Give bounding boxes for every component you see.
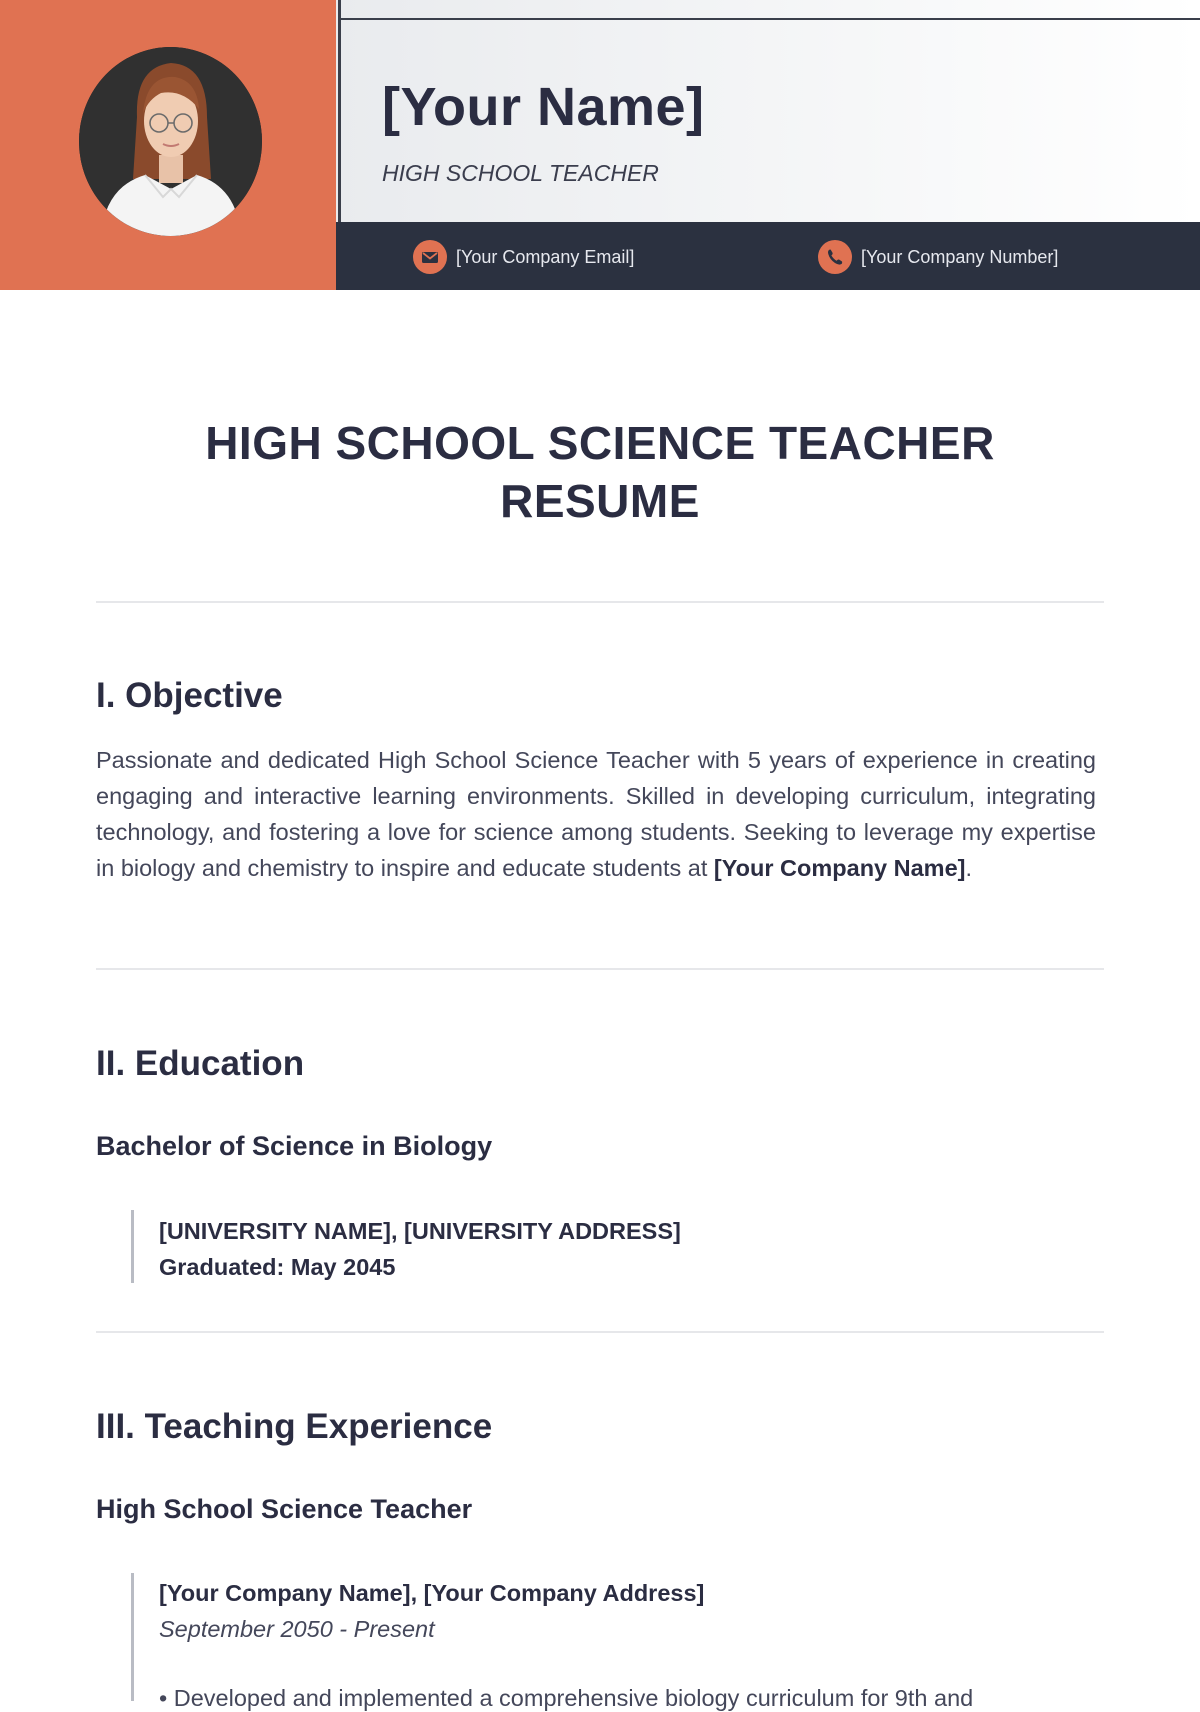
contact-phone	[818, 240, 1058, 274]
document-title-line-2: RESUME	[500, 475, 700, 527]
envelope-icon	[413, 240, 447, 274]
education-quote-bar	[131, 1210, 134, 1283]
role-heading: High School Science Teacher	[96, 1494, 473, 1524]
candidate-job-title: HIGH SCHOOL TEACHER	[382, 160, 659, 186]
header-rule	[340, 18, 1200, 20]
accent-panel	[0, 0, 336, 290]
university-line: [UNIVERSITY NAME], [UNIVERSITY ADDRESS]	[159, 1218, 681, 1244]
document-title-line-1: HIGH SCHOOL SCIENCE TEACHER	[205, 417, 995, 469]
education-heading: II. Education	[96, 1044, 305, 1083]
portrait-image	[79, 47, 262, 236]
dates-line: September 2050 - Present	[159, 1616, 435, 1642]
candidate-name: [Your Name]	[382, 77, 705, 137]
phone-icon	[818, 240, 852, 274]
objective-company: [Your Company Name]	[713, 855, 966, 881]
objective-paragraph	[96, 742, 1096, 886]
contact-bar	[336, 222, 1200, 290]
experience-bullet: • Developed and implemented a comprehensive biology curriculum for 9th and	[159, 1685, 974, 1711]
divider	[96, 968, 1104, 970]
header-rule-vertical	[338, 0, 341, 222]
divider	[96, 601, 1104, 603]
experience-quote-bar	[131, 1573, 134, 1701]
experience-heading: III. Teaching Experience	[96, 1407, 493, 1446]
graduation-line: Graduated: May 2045	[159, 1254, 396, 1280]
profile-photo	[79, 47, 262, 236]
document-title	[96, 414, 1104, 530]
divider	[96, 1331, 1104, 1333]
email-text: [Your Company Email]	[456, 246, 635, 267]
contact-email	[413, 240, 634, 274]
employer-line: [Your Company Name], [Your Company Address]	[159, 1580, 705, 1606]
objective-end: .	[965, 855, 973, 881]
resume-header	[0, 0, 1200, 290]
degree-heading: Bachelor of Science in Biology	[96, 1131, 493, 1161]
phone-text: [Your Company Number]	[861, 246, 1059, 267]
objective-text: Passionate and dedicated High School Science Teacher with 5 years of experience in creating engaging and interactive learning environments. Skilled in developing curriculum, integrating technology, and fostering a love for science among students. Seeking to leverage my expertise in biology and chemistry to inspire and educate students at	[96, 747, 1096, 881]
objective-heading: I. Objective	[96, 676, 283, 715]
